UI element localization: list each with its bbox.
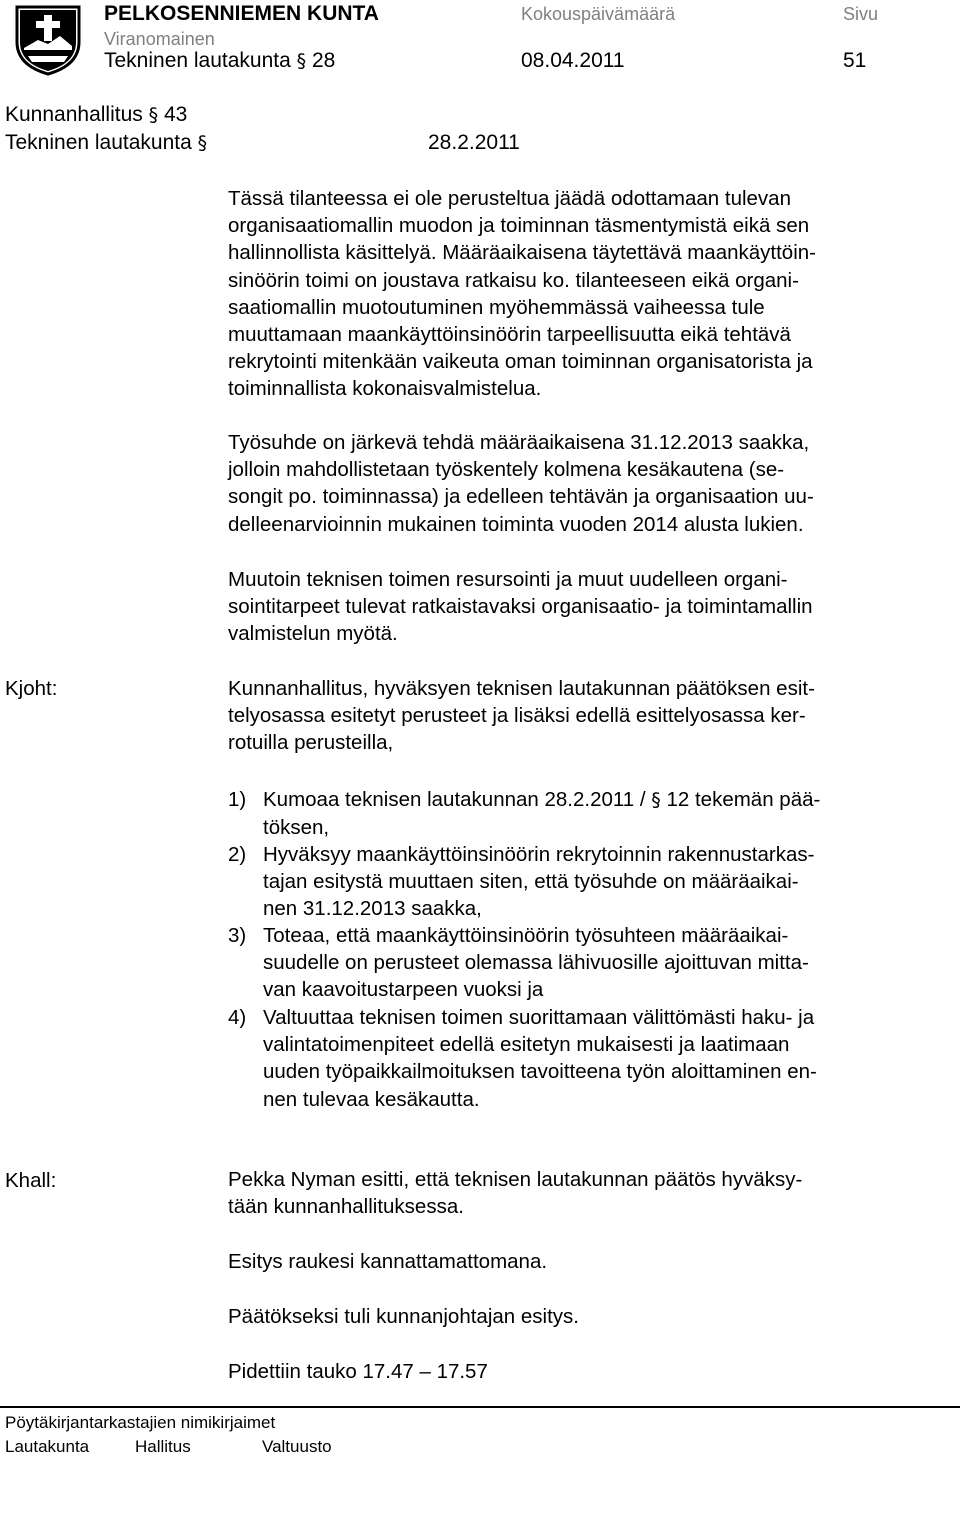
text-line: saatiomallin muotoutuminen myöhemmässä vaiheessa tule xyxy=(228,295,765,319)
section-sign: § xyxy=(296,50,307,72)
text-line: Muutoin teknisen toimen resursointi ja muut uudelleen organi- xyxy=(228,568,788,591)
text-line: delleenarvioinnin mukainen toiminta vuoden 2014 alusta lukien. xyxy=(228,512,804,536)
item-number: 4) xyxy=(228,1006,247,1029)
item-number: 2) xyxy=(228,843,247,866)
item-text: Valtuuttaa teknisen toimen suorittamaan välittömästi haku- ja xyxy=(263,1006,815,1029)
text-line: rotuilla perusteilla, xyxy=(228,731,394,755)
footer-divider xyxy=(0,1406,960,1408)
text-line: songit po. toiminnassa) ja edelleen tehtävän ja organisaation uu- xyxy=(228,485,814,509)
item-text: Toteaa, että maankäyttöinsinöörin työsuhteen määräaikai- xyxy=(263,924,789,947)
break-note: Pidettiin tauko 17.47 – 17.57 xyxy=(228,1360,488,1383)
reference-section: 43 xyxy=(163,103,188,126)
reference-row xyxy=(5,131,207,155)
decision-label: Khall: xyxy=(5,1169,57,1192)
meeting-date: 08.04.2011 xyxy=(521,49,625,72)
authority-name: Tekninen lautakunta xyxy=(104,49,291,72)
reference-date: 28.2.2011 xyxy=(428,131,520,154)
text-line: toiminnallista kokonaisvalmistelua. xyxy=(228,377,542,401)
page-label: Sivu xyxy=(843,4,879,24)
item-text: nen tulevaa kesäkautta. xyxy=(263,1087,480,1111)
footer-title: Pöytäkirjantarkastajien nimikirjaimet xyxy=(5,1413,276,1432)
text-line: sointitarpeet tulevat ratkaistavaksi organisaatio- ja toimintamallin xyxy=(228,595,813,619)
text-line: Työsuhde on järkevä tehdä määräaikaisena 31.12.2013 saakka, xyxy=(228,431,810,454)
item-text: Hyväksyy maankäyttöinsinöörin rekrytoinnin rakennustarkas- xyxy=(263,843,815,866)
proposal-item xyxy=(228,786,820,841)
text-line: tään kunnanhallituksessa. xyxy=(228,1195,464,1219)
text-line: rekrytointi mitenkään vaikeuta oman toiminnan organisatorista ja xyxy=(228,350,813,374)
proposal-item xyxy=(228,922,809,1004)
section-number: 28 xyxy=(312,49,336,72)
decision-result: Päätökseksi tuli kunnanjohtajan esitys. xyxy=(228,1305,579,1328)
item-text: tajan esitystä muuttaen siten, että työsuhde on määräaikai- xyxy=(263,870,799,894)
footer-column: Hallitus xyxy=(135,1437,191,1456)
text-line: Tässä tilanteessa ei ole perusteltua jäädä odottamaan tulevan xyxy=(228,187,791,210)
proposal-item xyxy=(228,841,814,923)
decision-text xyxy=(228,1166,802,1220)
text-line: jolloin mahdollistetaan työskentely kolmena kesäkautena (se- xyxy=(228,458,785,482)
footer-column: Lautakunta xyxy=(5,1437,90,1456)
footer-column: Valtuusto xyxy=(262,1437,332,1456)
date-label: Kokouspäivämäärä xyxy=(521,4,676,24)
section-sign: § xyxy=(148,104,159,126)
item-text: valintatoimenpiteet edellä esitetyn mukaisesti ja laatimaan xyxy=(263,1033,790,1057)
paragraph-1 xyxy=(228,185,816,403)
text-line: hallinnollista käsittelyä. Määräaikaisena täytettävä maankäyttöin- xyxy=(228,241,816,265)
item-number: 3) xyxy=(228,924,247,947)
paragraph-3 xyxy=(228,566,813,648)
proposal-intro xyxy=(228,675,815,757)
decision-note: Esitys raukesi kannattamattomana. xyxy=(228,1250,548,1273)
proposal-label: Kjoht: xyxy=(5,677,58,700)
text-line: valmistelun myötä. xyxy=(228,622,398,646)
text-line: sinöörin toimi on joustava ratkaisu ko. tilanteeseen eikä organi- xyxy=(228,268,799,292)
authority-section xyxy=(104,49,335,73)
reference-body: Kunnanhallitus xyxy=(5,103,143,126)
item-text: 12 tekemän pää- xyxy=(666,788,821,811)
section-sign: § xyxy=(651,789,661,811)
section-sign: § xyxy=(197,132,208,154)
text-line: Pekka Nyman esitti, että teknisen lautakunnan päätös hyväksy- xyxy=(228,1168,803,1191)
item-text: suudelle on perusteet olemassa lähivuosille ajoittuvan mitta- xyxy=(263,951,809,975)
page-number: 51 xyxy=(843,49,867,72)
text-line: telyosassa esitetyt perusteet ja lisäksi edellä esittelyosassa ker- xyxy=(228,704,806,728)
item-text: uuden työpaikkailmoituksen tavoitteena työn aloittaminen en- xyxy=(263,1060,817,1084)
text-line: organisaatiomallin muodon ja toiminnan täsmentymistä eikä sen xyxy=(228,214,810,238)
item-text: nen 31.12.2013 saakka, xyxy=(263,897,482,921)
item-text: van kaavoitustarpeen vuoksi ja xyxy=(263,978,544,1002)
proposal-item xyxy=(228,1004,817,1113)
municipality-name: PELKOSENNIEMEN KUNTA xyxy=(104,2,379,25)
reference-row xyxy=(5,103,187,127)
municipality-coat-of-arms-icon xyxy=(14,4,82,76)
paragraph-2 xyxy=(228,429,814,538)
reference-body: Tekninen lautakunta xyxy=(5,131,192,154)
item-text: Kumoaa teknisen lautakunnan 28.2.2011 / xyxy=(263,788,646,811)
item-number: 1) xyxy=(228,788,247,811)
text-line: muuttamaan maankäyttöinsinöörin tarpeellisuutta eikä tehtävä xyxy=(228,323,791,347)
authority-label: Viranomainen xyxy=(104,29,215,49)
item-text: töksen, xyxy=(263,816,330,840)
text-line: Kunnanhallitus, hyväksyen teknisen lautakunnan päätöksen esit- xyxy=(228,677,815,700)
